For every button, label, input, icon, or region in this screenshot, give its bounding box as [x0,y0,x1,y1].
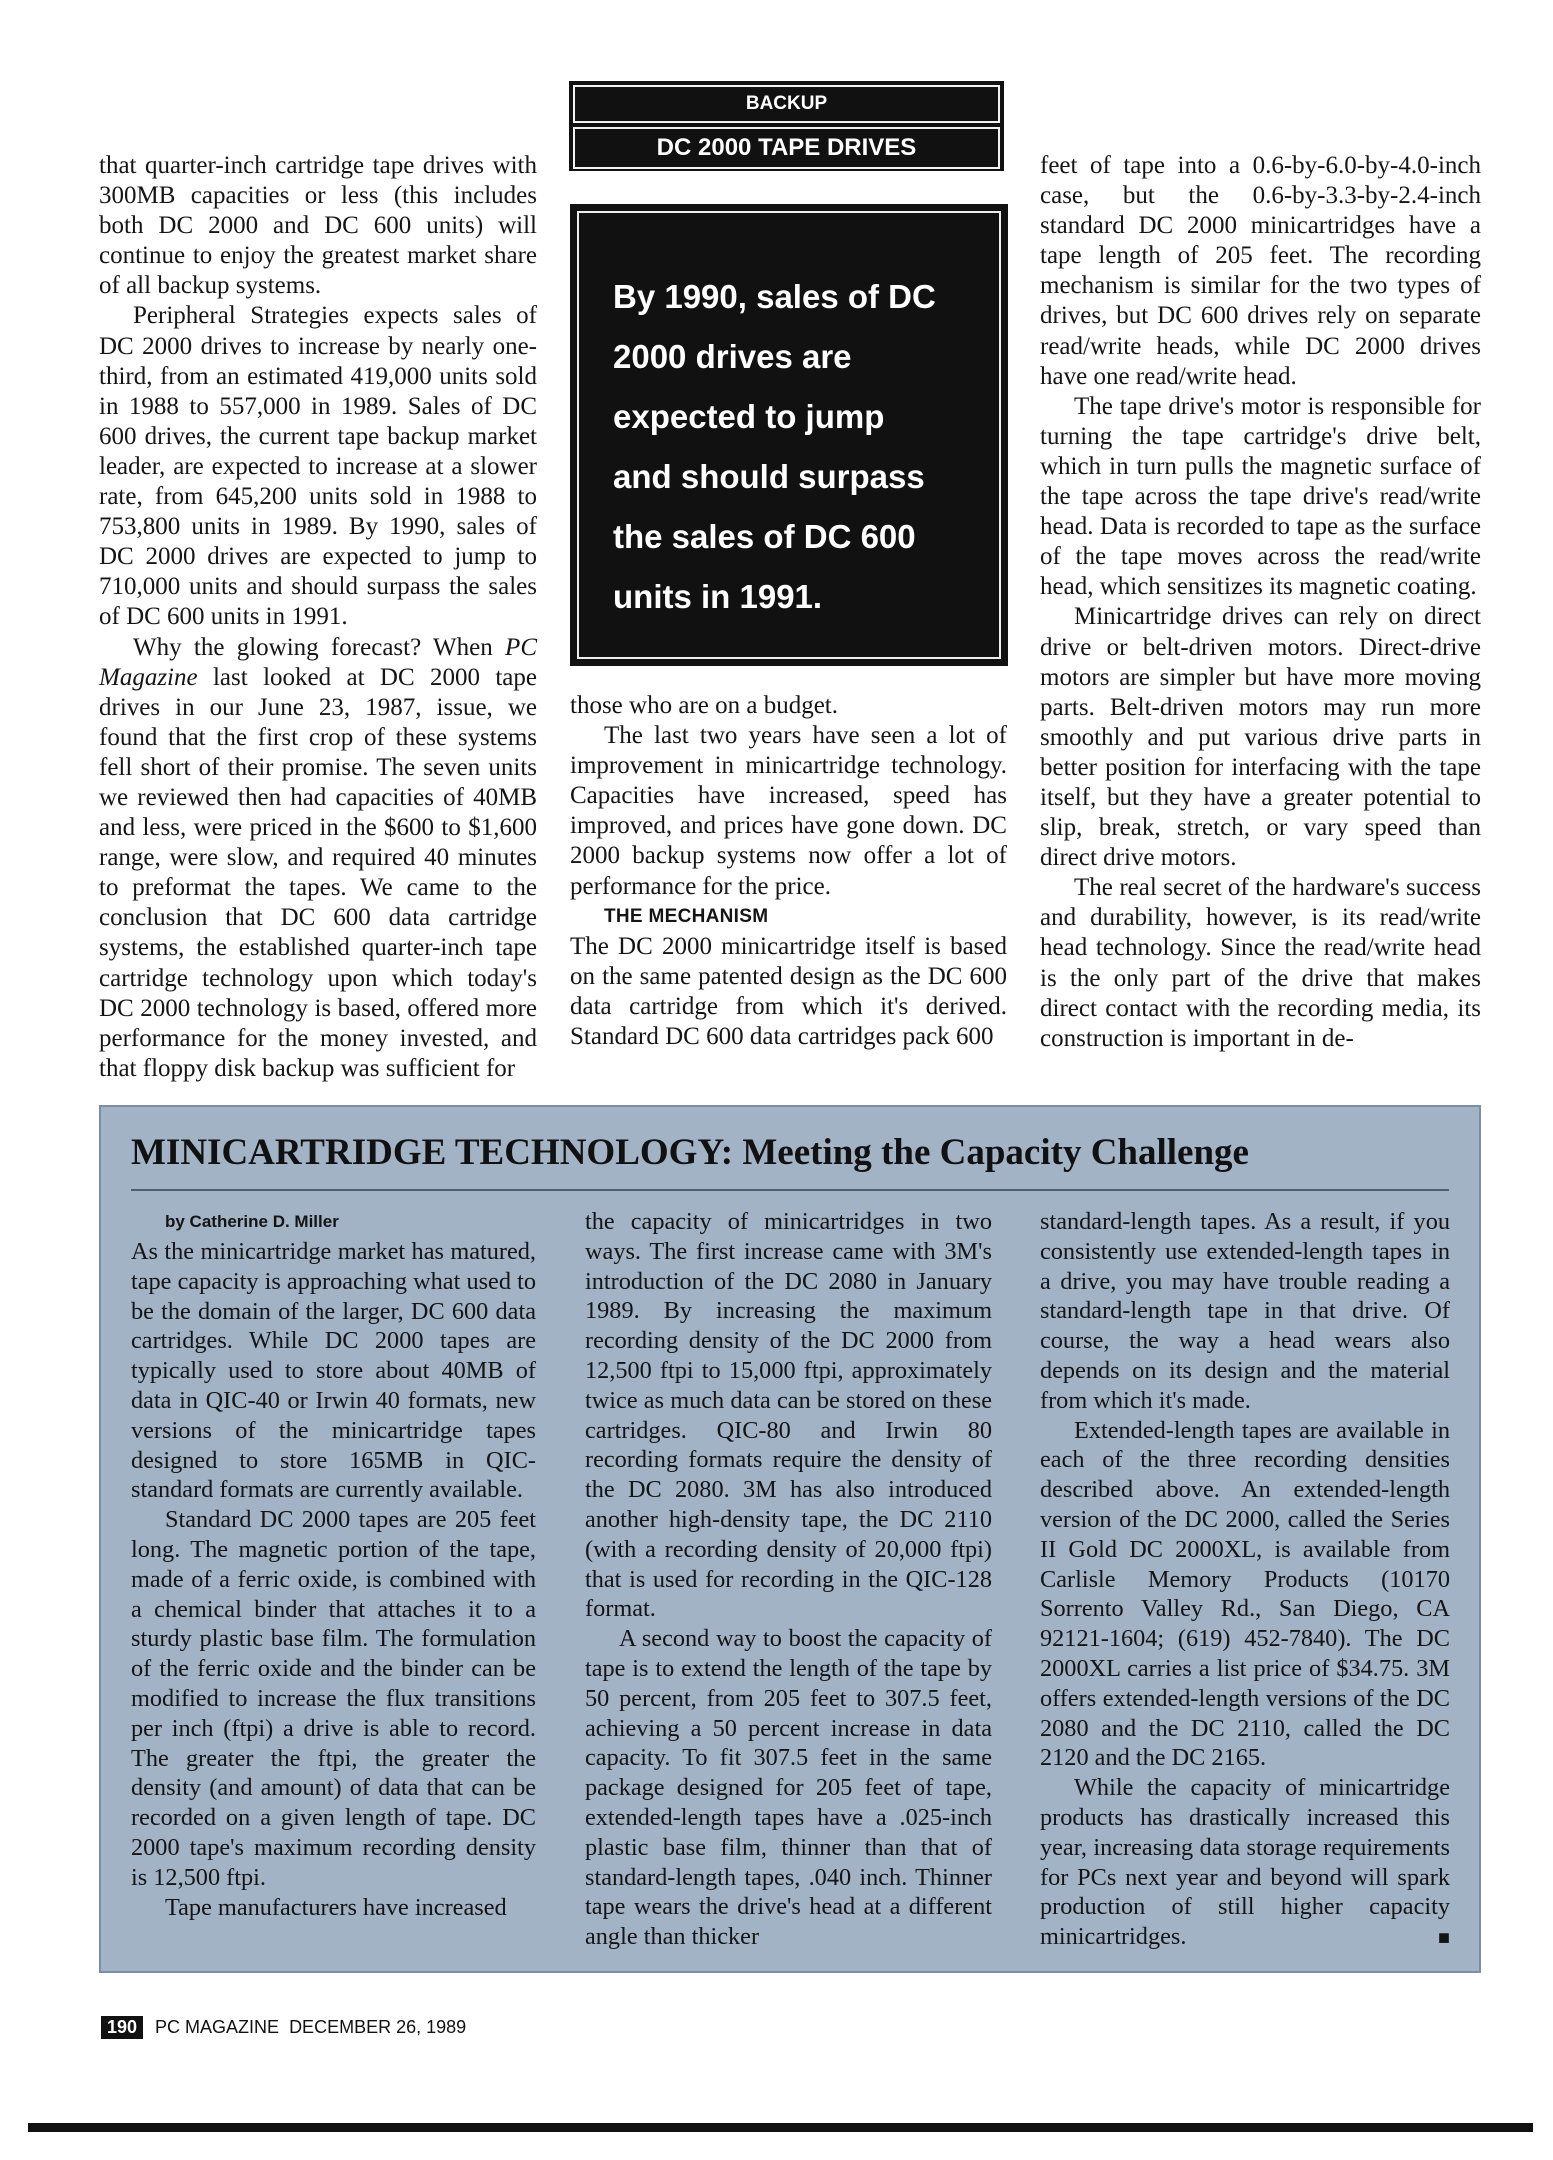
section-header [569,81,1004,171]
page-footer [101,2016,466,2039]
pull-quote [570,204,1008,666]
magazine-name: PC Magazine [99,633,537,691]
paragraph: A second way to boost the capacity of tape is to extend the length of the tape by 50 percent, from 205 feet to 307.5 feet, achieving a 50 percent increase in data capacity. To fit 307.5 feet in the same package designed for 205 feet of tape, extended-length tapes have a .025-inch plastic base film, thinner than that of standard-length tapes, .040 inch. Thinner tape wears the drive's head at a different angle than thicker [585,1625,992,1951]
pull-quote-line: expected to jump [613,398,885,435]
paragraph: As the minicartridge market has matured, tape capacity is approaching what used to be the domain of the larger, DC 600 data cartridges. While DC 2000 tapes are typically used to store about 40MB of data in QIC-40 or Irwin 40 formats, new versions of the minicartridge tapes designed to store 165MB in QIC-standard formats are currently available. [131,1238,536,1504]
pull-quote-line: 2000 drives are [613,338,852,375]
paragraph: the capacity of minicartridges in two ways. The first increase came with 3M's introduction of the DC 2080 in January 1989. By increasing the maximum recording density of the DC 2000 from 12,500 ftpi to 15,000 ftpi, approximately twice as much data can be stored on these cartridges. QIC-80 and Irwin 80 recording formats require the density of the DC 2080. 3M has also introduced another high-density tape, the DC 2110 (with a recording density of 20,000 ftpi) that is used for recording in the QIC-128 format. [585,1208,992,1623]
pull-quote-line: and should surpass [613,458,925,495]
paragraph: those who are on a budget. [570,692,838,719]
paragraph: Minicartridge drives can rely on direct drive or belt-driven motors. Direct-drive motors are simpler but have more moving parts. Belt-driven motors may run more smoothly and put various drive parts in better position for interfacing with the tape itself, but they have a greater potential to slip, break, stretch, or vary speed than direct drive motors. [1040,603,1481,872]
paragraph: Standard DC 2000 tapes are 205 feet long. The magnetic portion of the tape, made of a ferric oxide, is combined with a chemical binder that attaches it to a sturdy plastic base film. The formulation of the ferric oxide and the binder can be modified to increase the flux transitions per inch (ftpi) a drive is able to record. The greater the ftpi, the greater the density (and amount) of data that can be recorded on a given length of tape. DC 2000 tape's maximum recording density is 12,500 ftpi. [131,1506,536,1891]
article-column-3 [1040,151,1481,1054]
paragraph: The DC 2000 minicartridge itself is based on the same patented design as the DC 600 data cartridge from which it's derived. Standard DC 600 data cartridges pack 600 [570,932,1007,1051]
paragraph: Tape manufacturers have increased [165,1893,507,1921]
publication-line: PC MAGAZINE DECEMBER 26, 1989 [155,2017,467,2037]
paragraph: While the capacity of minicartridge products has drastically increased this year, increasing data storage requirements for PCs next year and beyond will spark production of still higher capacity minicartridges. ■ [1040,1773,1450,1952]
paragraph: that quarter-inch cartridge tape drives with 300MB capacities or less (this includes both DC 2000 and DC 600 units) will continue to enjoy the greatest market share of all backup systems. [99,152,537,300]
pull-quote-line: the sales of DC 600 [613,518,916,555]
paragraph: Why the glowing forecast? When PC Magazine last looked at DC 2000 tape drives in our June 23, 1987, issue, we found that the first crop of these systems fell short of their promise. The seven units we reviewed then had capacities of 40MB and less, were priced in the $600 to $1,600 range, were slow, and required 40 minutes to preformat the tapes. We came to the conclusion that DC 600 data cartridge systems, the established quarter-inch tape cartridge technology upon which today's DC 2000 technology is based, offered more performance for the money invested, and that floppy disk backup was sufficient for [99,633,537,1082]
paragraph: standard-length tapes. As a result, if you consistently use extended-length tapes in a drive, you may have trouble reading a standard-length tape in that drive. Of course, the way a head wears also depends on its design and the material from which it's made. [1040,1208,1450,1414]
paragraph: The real secret of the hardware's success and durability, however, is its read/write head technology. Since the read/write head is the only part of the drive that makes direct contact with the recording media, its construction is important in de- [1040,874,1481,1052]
article-column-2 [570,691,1007,1052]
paragraph: The tape drive's motor is responsible for turning the tape cartridge's drive belt, which in turn pulls the magnetic surface of the tape across the tape drive's read/write head. Data is recorded to tape as the surface of the tape moves across the read/write head, which sensitizes its magnetic coating. [1040,392,1481,601]
sidebar-rule [131,1189,1449,1191]
section-label: BACKUP [573,85,1000,123]
topic-label: DC 2000 TAPE DRIVES [573,127,1000,169]
sidebar-box [99,1105,1481,1973]
bottom-rule [28,2123,1533,2132]
subhead-mechanism: THE MECHANISM [604,905,769,927]
paragraph: The last two years have seen a lot of improvement in minicartridge technology. Capacities have increased, speed has improved, and prices have gone down. DC 2000 backup systems now offer a lot of performance for the price. [570,722,1007,900]
sidebar-column-2 [585,1207,992,1952]
pull-quote-line: By 1990, sales of DC [613,278,936,315]
pull-quote-line: units in 1991. [613,578,823,615]
paragraph: Extended-length tapes are available in each of the three recording densities described above. An extended-length version of the DC 2000, called the Series II Gold DC 2000XL, is available from Carlisle Memory Products (10170 Sorrento Valley Rd., San Diego, CA 92121-1604; (619) 452-7840). The DC 2000XL carries a list price of $34.75. 3M offers extended-length versions of the DC 2080 and the DC 2110, called the DC 2120 and the DC 2165. [1040,1416,1450,1772]
sidebar-column-3 [1040,1207,1450,1954]
page-number: 190 [101,2016,143,2039]
paragraph: feet of tape into a 0.6-by-6.0-by-4.0-inch case, but the 0.6-by-3.3-by-2.4-inch standard DC 2000 minicartridges have a tape length of 205 feet. The recording mechanism is similar for the two types of drives, but DC 600 drives rely on separate read/write heads, while DC 2000 drives have one read/write head. [1040,152,1481,390]
sidebar-title: MINICARTRIDGE TECHNOLOGY: Meeting the Capacity Challenge [131,1132,1249,1173]
end-mark-icon: ■ [1437,1927,1450,1950]
paragraph: Peripheral Strategies expects sales of DC 2000 drives to increase by nearly one-third, from an estimated 419,000 units sold in 1988 to 557,000 in 1989. Sales of DC 600 drives, the current tape backup market leader, are expected to increase at a slower rate, from 645,200 units sold in 1988 to 753,800 units in 1989. By 1990, sales of DC 2000 drives are expected to jump to 710,000 units and should surpass the sales of DC 600 units in 1991. [99,302,537,631]
article-column-1 [99,151,537,1084]
byline: by Catherine D. Miller [165,1212,339,1231]
sidebar-column-1 [131,1207,536,1922]
